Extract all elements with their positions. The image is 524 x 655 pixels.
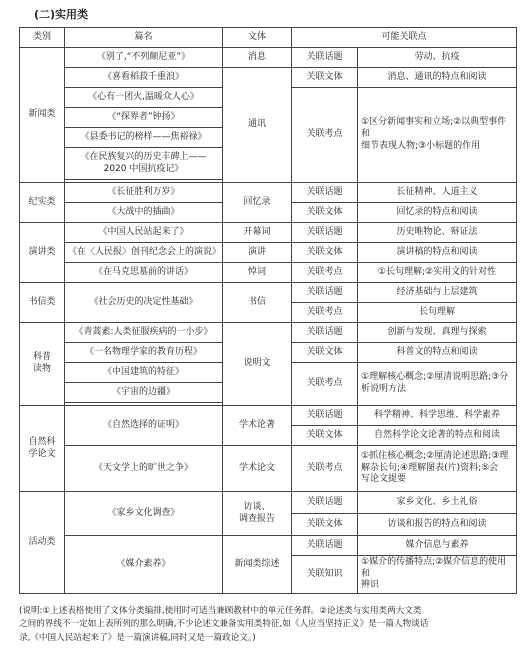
- category-line: 学论文: [28, 448, 56, 459]
- link-point-cell: 家乡文化、乡土礼俗: [358, 492, 517, 514]
- genre-cell: 说明文: [223, 323, 292, 406]
- category-record: 纪实类: [20, 183, 65, 223]
- table-row: [20, 446, 517, 478]
- link-point-cell: 回忆录的特点和阅读: [358, 203, 517, 223]
- genre-cell: 悼词: [223, 263, 292, 283]
- link-type-cell: 关联话题: [292, 48, 358, 68]
- category-line: 科普: [32, 352, 51, 363]
- title-line: 2020 中国抗疫记》: [103, 163, 184, 174]
- link-point-cell: 长句理解: [358, 303, 517, 323]
- point-line: ①区分新闻事实和立场;②以典型事件和: [361, 117, 507, 140]
- title-cell: 《大战中的插曲》: [65, 203, 223, 223]
- practical-texts-table: [19, 27, 517, 594]
- link-point-cell: 科学精神、科学思维、科学素养: [358, 406, 517, 426]
- footnote-line: 录,《中国人民站起来了》是一篇演讲稿,同时又是一篇政论文。): [19, 632, 256, 643]
- link-point-cell: [358, 363, 517, 406]
- link-point-cell: [358, 88, 517, 183]
- title-cell: 《中国建筑的特征》: [65, 363, 223, 383]
- link-point-cell: 媒介信息与素养: [358, 536, 517, 556]
- category-line: 读物: [32, 364, 51, 374]
- title-cell: 《喜看稻菽千重浪》: [65, 68, 223, 88]
- category-natural-science: [20, 406, 65, 492]
- genre-cell: 学术论文: [223, 446, 292, 492]
- link-point-cell: [358, 446, 517, 492]
- category-activity: 活动类: [20, 492, 65, 594]
- link-point-cell: 访谈和报告的特点和阅读: [358, 514, 517, 536]
- link-point-cell: 劳动、抗疫: [358, 48, 517, 68]
- title-cell: 《宇宙的边疆》: [65, 383, 223, 403]
- table-row: [20, 406, 517, 426]
- genre-cell: 开幕词: [223, 223, 292, 243]
- title-cell: 《社会历史的决定性基础》: [65, 283, 223, 323]
- header-category: 类别: [20, 28, 65, 48]
- link-point-cell: ①长句理解;②实用文的针对性: [358, 263, 517, 283]
- link-type-cell: 关联文体: [292, 68, 358, 88]
- title-cell: 《青蒿素:人类征服疾病的一小步》: [65, 323, 223, 343]
- table-row: [20, 323, 517, 343]
- section-title: (二)实用类: [34, 8, 89, 21]
- link-type-cell: 关联话题: [292, 406, 358, 426]
- title-cell: 《自然选择的证明》: [65, 406, 223, 446]
- genre-cell: 书信: [223, 283, 292, 323]
- title-cell: 《心有一团火,温暖众人心》: [65, 88, 223, 108]
- title-cell: 《一名物理学家的教育历程》: [65, 343, 223, 363]
- link-type-cell: 关联考点: [292, 363, 358, 406]
- header-row: [20, 28, 517, 48]
- link-type-cell: 关联话题: [292, 323, 358, 343]
- category-line: 自然科: [28, 436, 56, 447]
- link-type-cell: 关联文体: [292, 203, 358, 223]
- category-speech: 演讲类: [20, 223, 65, 283]
- link-type-cell: 关联话题: [292, 283, 358, 303]
- title-cell: 《家乡文化调查》: [65, 492, 223, 536]
- title-cell: 《媒介素养》: [65, 536, 223, 594]
- table-row: [20, 283, 517, 303]
- link-type-cell: 关联知识: [292, 556, 358, 594]
- point-line: 解杂长句;④理解图表(片)资料;⑤会: [361, 462, 499, 473]
- title-cell: 《县委书记的榜样——焦裕禄》: [65, 128, 223, 148]
- header-genre: 文体: [223, 28, 292, 48]
- title-cell: 《在马克思墓前的讲话》: [65, 263, 223, 283]
- title-cell: [65, 148, 223, 180]
- link-point-cell: 创新与发现、真理与探索: [358, 323, 517, 343]
- table-row: [20, 243, 517, 263]
- point-line: 析说明方法: [361, 384, 407, 394]
- table-row: [20, 223, 517, 243]
- table-row: [20, 183, 517, 203]
- genre-cell: 回忆录: [223, 183, 292, 223]
- category-news: 新闻类: [20, 48, 65, 183]
- link-point-cell: 历史唯物论、辩证法: [358, 223, 517, 243]
- genre-cell: 学术论著: [223, 406, 292, 446]
- link-type-cell: 关联文体: [292, 514, 358, 536]
- link-type-cell: 关联文体: [292, 243, 358, 263]
- footnote: [19, 605, 518, 645]
- link-type-cell: 关联话题: [292, 492, 358, 514]
- header-title: 篇名: [65, 28, 223, 48]
- category-letter: 书信类: [20, 283, 65, 323]
- point-line: ①抓住核心概念;②厘清论述思路;③理: [361, 450, 509, 461]
- link-point-cell: 演讲稿的特点和阅读: [358, 243, 517, 263]
- link-point-cell: 经济基础与上层建筑: [358, 283, 517, 303]
- genre-cell: 通讯: [223, 68, 292, 183]
- link-type-cell: 关联考点: [292, 303, 358, 323]
- title-cell: 《“探界者”钟扬》: [65, 108, 223, 128]
- category-popular-science: [20, 323, 65, 406]
- link-type-cell: 关联考点: [292, 88, 358, 183]
- table-row: [20, 536, 517, 556]
- title-cell: 《长征胜利万岁》: [65, 183, 223, 203]
- link-point-cell: 自然科学论文论著的特点和阅读: [358, 426, 517, 446]
- title-cell: 《别了,“不列颠尼亚”》: [65, 48, 223, 68]
- link-point-cell: 科普文的特点和阅读: [358, 343, 517, 363]
- link-type-cell: 关联话题: [292, 536, 358, 556]
- link-type-cell: 关联考点: [292, 263, 358, 283]
- title-cell: 《在〈人民报〉创刊纪念会上的演说》: [65, 243, 223, 263]
- link-type-cell: 关联话题: [292, 183, 358, 203]
- footnote-line: (说明:①上述表格使用了文体分类编排,使用时可适当兼顾教材中的单元任务群。②论述类与实用类两大文类: [19, 606, 422, 616]
- point-line: 细节表现人物;③小标题的作用: [361, 140, 481, 151]
- link-point-cell: 长征精神、人道主义: [358, 183, 517, 203]
- link-type-cell: 关联文体: [292, 343, 358, 363]
- link-point-cell: 消息、通讯的特点和阅读: [358, 68, 517, 88]
- genre-cell: 新闻类综述: [223, 536, 292, 594]
- title-cell: 《中国人民站起来了》: [65, 223, 223, 243]
- point-line: ①理解核心概念;②厘清说明思路;③分: [361, 372, 509, 383]
- link-point-cell: [358, 556, 517, 594]
- table-row: [20, 68, 517, 88]
- genre-line: 调查报告: [238, 513, 275, 524]
- link-type-cell: 关联文体: [292, 426, 358, 446]
- genre-line: 访谈、: [243, 501, 271, 512]
- header-links: 可能关联点: [292, 28, 517, 48]
- footnote-line: 之间的界线不一定如上表所列的那么明确,不少论述文兼备实用类特征,如《人应当坚持正义》是一篇人物谈话: [19, 619, 429, 630]
- title-line: 《在民族复兴的历史丰碑上——: [80, 151, 207, 162]
- point-line: 写论文提要: [361, 474, 407, 485]
- table-row: [20, 492, 517, 514]
- link-type-cell: 关联考点: [292, 446, 358, 492]
- title-cell: 《天文学上的旷世之争》: [65, 446, 223, 492]
- genre-cell: 消息: [223, 48, 292, 68]
- point-line: 辨识: [361, 580, 380, 591]
- genre-cell: [223, 492, 292, 536]
- link-type-cell: 关联话题: [292, 223, 358, 243]
- point-line: ①媒介的传播特点;②媒介信息的使用和: [361, 557, 507, 579]
- genre-cell: 演讲: [223, 243, 292, 263]
- table-row: [20, 263, 517, 283]
- table-row: [20, 48, 517, 68]
